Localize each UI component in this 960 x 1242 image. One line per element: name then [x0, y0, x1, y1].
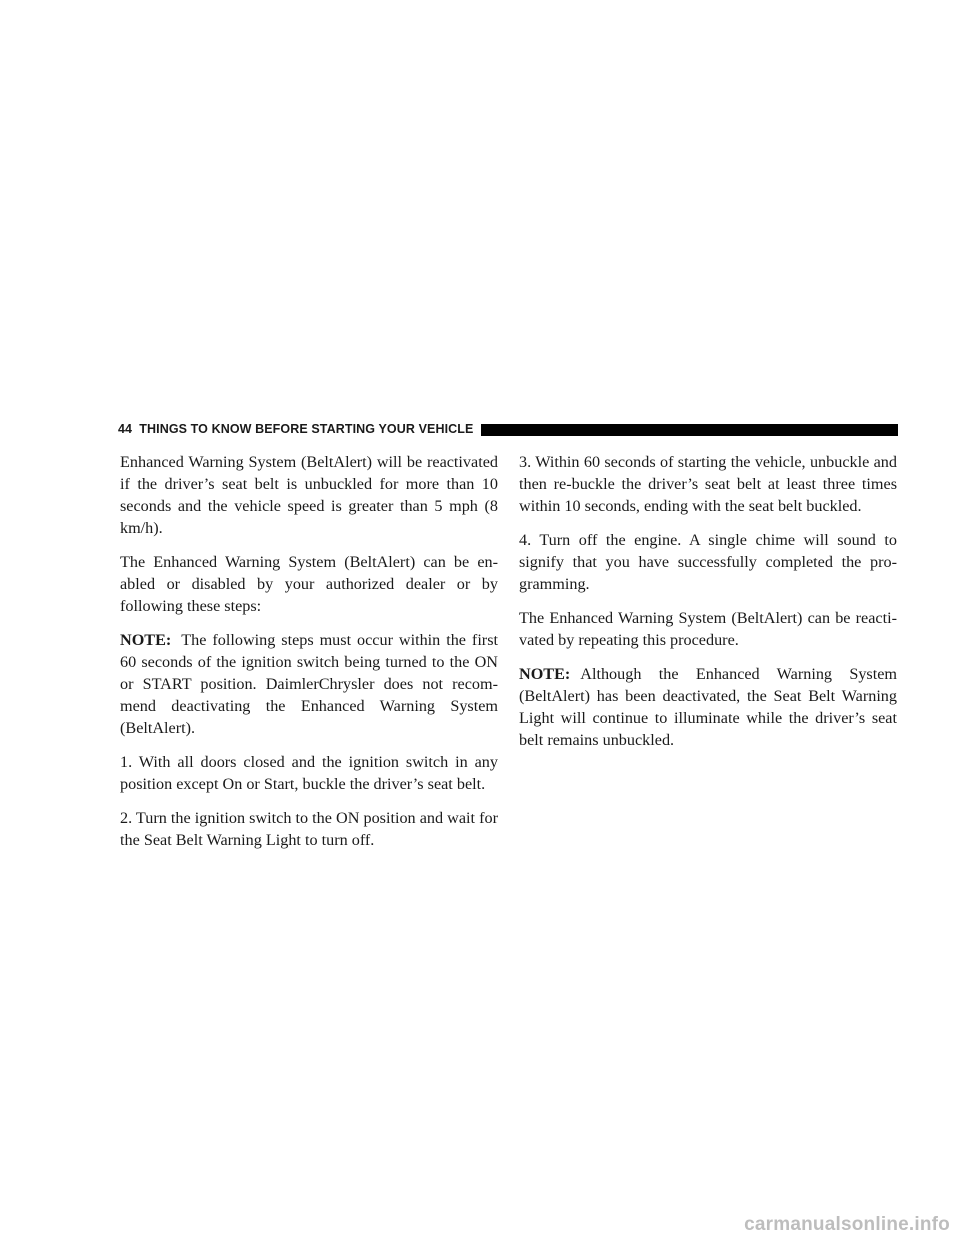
header-spacer	[132, 422, 139, 436]
step-3: 3. Within 60 seconds of starting the vehicle, unbuckle and then re-buckle the driver’s seat belt at least three times within 10 seconds, ending with the seat belt buckled.	[519, 453, 897, 515]
paragraph-enable-disable: The Enhanced Warning System (BeltAlert) can be en-abled or disabled by your authorized dealer or by following these steps:	[120, 553, 498, 615]
note-paragraph-first	[120, 629, 498, 739]
step-2: 2. Turn the ignition switch to the ON position and wait for the Seat Belt Warning Light to turn off.	[120, 809, 498, 849]
step-4: 4. Turn off the engine. A single chime will sound to signify that you have successfully completed the pro-gramming.	[519, 531, 897, 593]
paragraph-reactivation: Enhanced Warning System (BeltAlert) will be reactivated if the driver’s seat belt is unbuckled for more than 10 seconds and the vehicle speed is greater than 5 mph (8 km/h).	[120, 453, 498, 537]
watermark-link[interactable]: carmanualsonline.info	[744, 1214, 950, 1235]
header-rule-bar	[481, 424, 898, 436]
note-label: NOTE:	[519, 665, 571, 683]
step-1: 1. With all doors closed and the ignition switch in any position except On or Start, buckle the driver’s seat belt.	[120, 753, 498, 793]
header-page-number: 44	[118, 422, 133, 436]
note-label: NOTE:	[120, 631, 172, 649]
left-column	[120, 451, 498, 863]
note-paragraph-second	[519, 663, 897, 751]
paragraph-reactivate-procedure: The Enhanced Warning System (BeltAlert) can be reacti-vated by repeating this procedure.	[519, 609, 897, 649]
right-column	[519, 451, 897, 763]
header-title: THINGS TO KNOW BEFORE STARTING YOUR VEHICLE	[139, 422, 474, 436]
note-text: Although the Enhanced Warning System (BeltAlert) has been deactivated, the Seat Belt Warning Light will continue to illuminate while the driver’s seat belt remains unbuckled.	[519, 665, 897, 749]
note-text: The following steps must occur within the first 60 seconds of the ignition switch being turned to the ON or START position. DaimlerChrysler does not recom-mend deactivating the Enhanced Warning System (BeltAlert).	[120, 631, 498, 737]
page-header	[118, 418, 898, 440]
